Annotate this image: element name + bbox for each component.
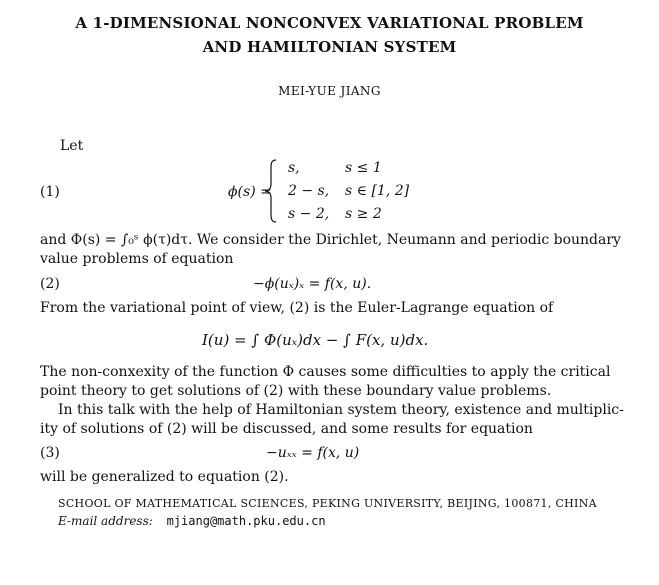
equation-1-lhs: ϕ(s) = [228,184,272,200]
para-4-line-1: In this talk with the help of Hamiltonian system theory, existence and multiplic- [58,402,624,418]
equation-1-case-2-expr: 2 − s, [288,183,330,199]
let-text: Let [60,138,84,154]
affiliation: SCHOOL OF MATHEMATICAL SCIENCES, PEKING UNIVERSITY, BEIJING, 100871, CHINA [58,497,597,510]
functional-equation: I(u) = ∫ Φ(uₓ)dx − ∫ F(x, u)dx. [202,331,429,349]
equation-2-expr: −ϕ(uₓ)ₓ = f(x, u). [253,276,372,292]
para-3-line-1: The non-conxexity of the function Φ causes some difficulties to apply the critical [40,364,611,380]
para-5: will be generalized to equation (2). [40,469,289,485]
email-address[interactable]: mjiang@math.pku.edu.cn [166,514,326,528]
equation-1-case-3-cond: s ≥ 2 [345,206,382,222]
email-row [58,514,326,528]
email-label: E-mail address: [58,514,153,528]
equation-1-case-2-cond: s ∈ [1, 2] [345,183,410,199]
para-2: From the variational point of view, (2) is the Euler-Lagrange equation of [40,300,554,316]
para-1-line-1: and Φ(s) = ∫₀ˢ ϕ(τ)dτ. We consider the Dirichlet, Neumann and periodic boundary [40,232,621,248]
para-3-line-2: point theory to get solutions of (2) with these boundary value problems. [40,383,552,399]
equation-3-expr: −uₓₓ = f(x, u) [266,445,360,461]
title-line-2: AND HAMILTONIAN SYSTEM [202,38,457,56]
equation-1-case-1-expr: s, [288,160,300,176]
author: MEI-YUE JIANG [278,84,381,98]
equation-1-label: (1) [40,184,60,200]
equation-2-label: (2) [40,276,60,292]
para-1-line-2: value problems of equation [40,251,234,267]
equation-1-brace [264,158,278,224]
equation-3-label: (3) [40,445,60,461]
equation-1-case-1-cond: s ≤ 1 [345,160,382,176]
para-4-line-2: ity of solutions of (2) will be discussed, and some results for equation [40,421,533,437]
equation-1-case-3-expr: s − 2, [288,206,330,222]
title-line-1: A 1-DIMENSIONAL NONCONVEX VARIATIONAL PROBLEM [75,14,584,32]
